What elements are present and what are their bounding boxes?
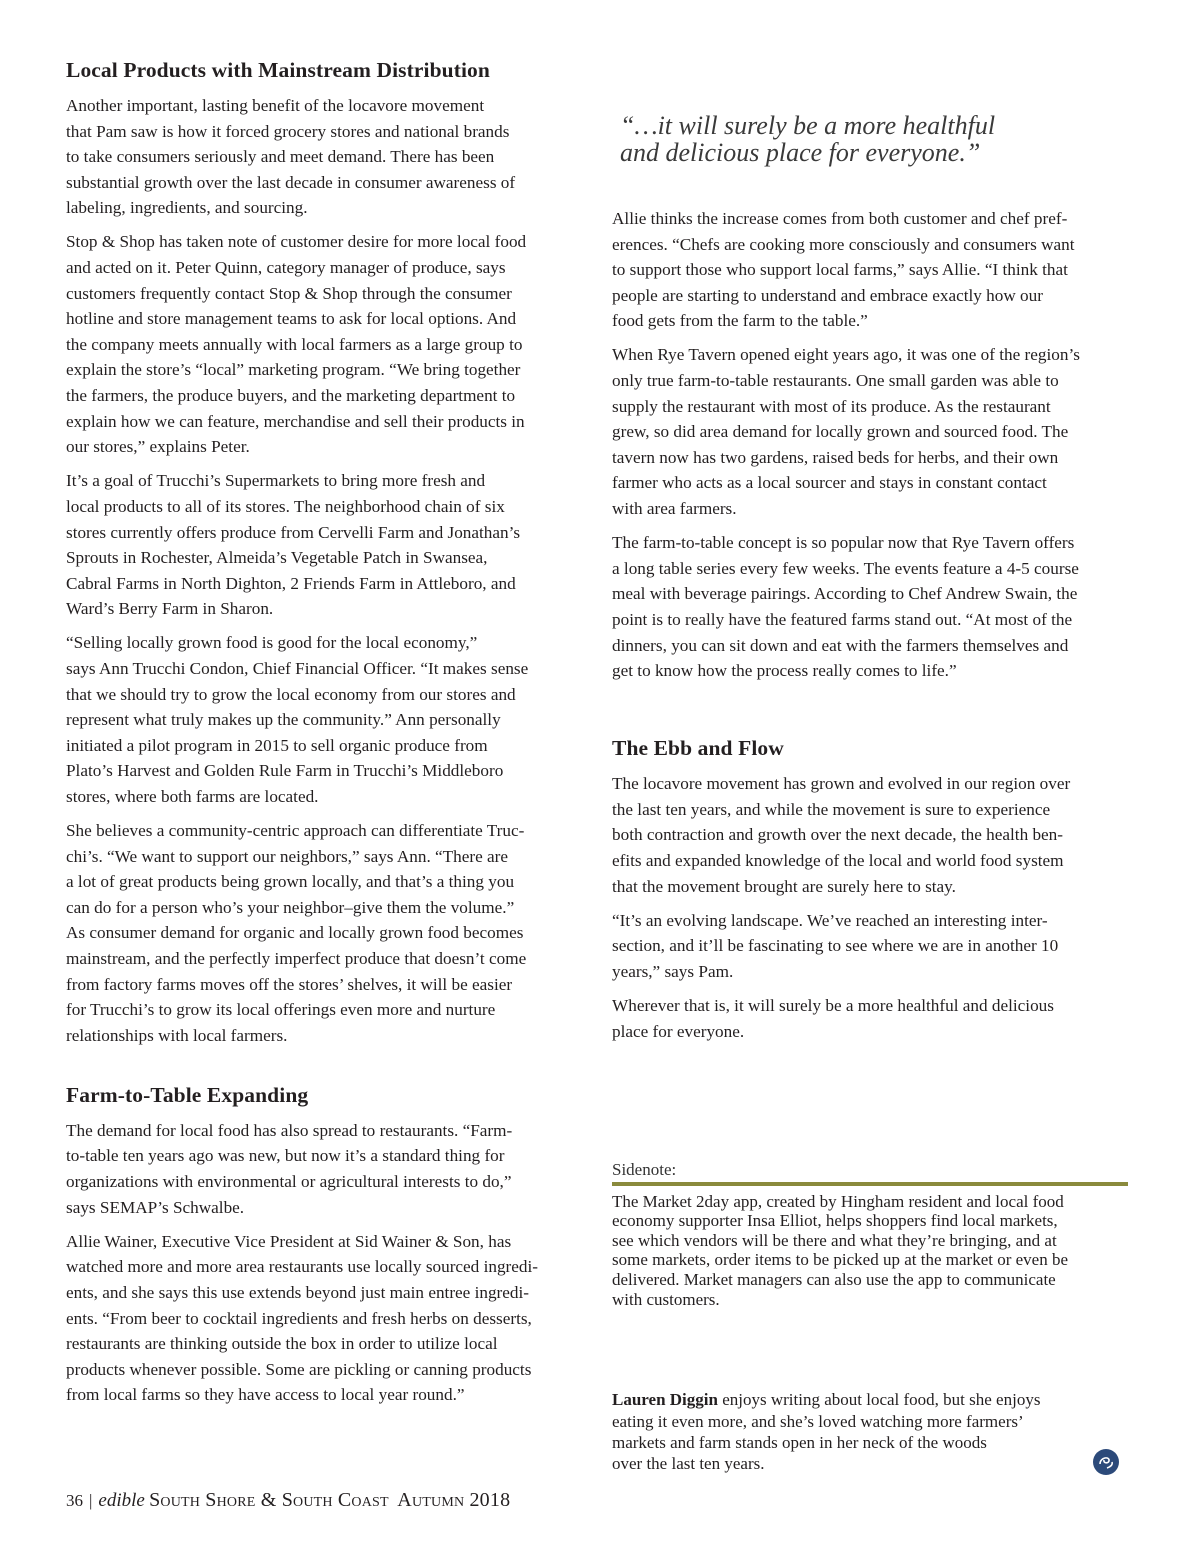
text-line: dinners, you can sit down and eat with the farmers themselves and bbox=[612, 635, 1069, 655]
text-line: markets and farm stands open in her neck of the woods bbox=[612, 1433, 987, 1452]
text-line: “It’s an evolving landscape. We’ve reached an interesting inter- bbox=[612, 910, 1048, 930]
paragraph bbox=[612, 771, 1128, 899]
text-line: to take consumers seriously and meet demand. There has been bbox=[66, 147, 495, 167]
text-line: Allie thinks the increase comes from both customer and chef pref- bbox=[612, 209, 1068, 228]
text-line: and acted on it. Peter Quinn, category manager of produce, says bbox=[66, 258, 506, 278]
paragraph bbox=[66, 468, 582, 622]
text-line: She believes a community-centric approach can differentiate Truc- bbox=[66, 821, 525, 841]
text-line: Another important, lasting benefit of the locavore movement bbox=[66, 96, 485, 115]
text-line: When Rye Tavern opened eight years ago, it was one of the region’s bbox=[612, 345, 1080, 365]
text-line: both contraction and growth over the next decade, the health ben- bbox=[612, 825, 1064, 845]
text-line: Plato’s Harvest and Golden Rule Farm in Trucchi’s Middleboro bbox=[66, 761, 504, 781]
text-line: stores currently offers produce from Cervelli Farm and Jonathan’s bbox=[66, 522, 521, 542]
text-line: efits and expanded knowledge of the local and world food system bbox=[612, 850, 1064, 870]
text-line: that we should try to grow the local economy from our stores and bbox=[66, 684, 516, 704]
text-line: organizations with environmental or agricultural interests to do,” bbox=[66, 1172, 512, 1192]
text-line: erences. “Chefs are cooking more consciously and consumers want bbox=[612, 234, 1075, 254]
paragraph bbox=[612, 908, 1128, 985]
paragraph bbox=[612, 530, 1128, 684]
text-line: place for everyone. bbox=[612, 1021, 745, 1041]
footer-publication: South Shore & South Coast bbox=[149, 1489, 389, 1511]
paragraph bbox=[612, 206, 1128, 334]
text-line: chi’s. “We want to support our neighbors,” says Ann. “There are bbox=[66, 846, 509, 866]
text-line: represent what truly makes up the community.” Ann personally bbox=[66, 710, 501, 730]
author-name: Lauren Diggin bbox=[612, 1390, 718, 1410]
footer-edible: edible bbox=[98, 1490, 145, 1511]
text-line: It’s a goal of Trucchi’s Supermarkets to bring more fresh and bbox=[66, 471, 486, 491]
text-line: Stop & Shop has taken note of customer desire for more local food bbox=[66, 232, 527, 252]
heading-local-products: Local Products with Mainstream Distribution bbox=[66, 58, 490, 82]
paragraph bbox=[66, 630, 582, 809]
text-line: the last ten years, and while the movement is sure to experience bbox=[612, 799, 1051, 819]
text-line: Ward’s Berry Farm in Sharon. bbox=[66, 599, 274, 619]
text-line: meal with beverage pairings. According to Chef Andrew Swain, the bbox=[612, 584, 1078, 604]
text-line: only true farm-to-table restaurants. One small garden was able to bbox=[612, 371, 1059, 391]
text-line: stores, where both farms are located. bbox=[66, 786, 319, 806]
text-line: says Ann Trucchi Condon, Chief Financial Officer. “It makes sense bbox=[66, 658, 529, 678]
paragraph bbox=[66, 229, 582, 459]
edible-logo-icon bbox=[1092, 1448, 1120, 1476]
text-line: some markets, order items to be picked up at the market or even be bbox=[612, 1250, 1069, 1270]
paragraph bbox=[612, 993, 1128, 1044]
text-line: delivered. Market managers can also use the app to communicate bbox=[612, 1270, 1056, 1289]
bio-first-line: enjoys writing about local food, but she enjoys bbox=[717, 1390, 1041, 1410]
paragraph bbox=[612, 342, 1128, 521]
paragraph bbox=[66, 93, 582, 221]
text-line: for Trucchi’s to grow its local offerings even more and nurture bbox=[66, 1000, 496, 1020]
paragraph bbox=[66, 818, 582, 1048]
text-line: ents, and she says this use extends beyond just main entree ingredi- bbox=[66, 1282, 530, 1302]
text-line: local products to all of its stores. The neighborhood chain of six bbox=[66, 496, 505, 516]
text-line: with customers. bbox=[612, 1289, 720, 1309]
text-line: from local farms so they have access to local year round.” bbox=[66, 1385, 465, 1405]
text-line: supply the restaurant with most of its produce. As the restaurant bbox=[612, 396, 1051, 416]
text-line: watched more and more area restaurants use locally sourced ingredi- bbox=[66, 1257, 538, 1277]
text-line: Sprouts in Rochester, Almeida’s Vegetable Patch in Swansea, bbox=[66, 548, 488, 568]
sidenote-text bbox=[612, 1192, 1128, 1310]
text-line: Allie Wainer, Executive Vice President at Sid Wainer & Son, has bbox=[66, 1231, 512, 1251]
text-line: The locavore movement has grown and evolved in our region over bbox=[612, 774, 1071, 794]
text-line: economy supporter Insa Elliot, helps shoppers find local markets, bbox=[612, 1211, 1058, 1231]
text-line: “Selling locally grown food is good for the local economy,” bbox=[66, 633, 478, 653]
text-line: over the last ten years. bbox=[612, 1454, 765, 1474]
text-line: restaurants are thinking outside the box in order to utilize local bbox=[66, 1334, 498, 1354]
text-line: a lot of great products being grown locally, and that’s a thing you bbox=[66, 872, 515, 892]
text-line: to-table ten years ago was new, but now it’s a standard thing for bbox=[66, 1146, 505, 1166]
text-line: “…it will surely be a more healthful bbox=[620, 111, 996, 140]
pull-quote bbox=[620, 112, 1128, 166]
text-line: ents. “From beer to cocktail ingredients and fresh herbs on desserts, bbox=[66, 1308, 532, 1328]
sidenote-label: Sidenote: bbox=[612, 1159, 677, 1179]
text-line: The demand for local food has also spread to restaurants. “Farm- bbox=[66, 1120, 513, 1140]
page-footer bbox=[66, 1489, 510, 1512]
text-line: the farmers, the produce buyers, and the marketing department to bbox=[66, 386, 516, 406]
sidenote-divider bbox=[612, 1182, 1128, 1186]
text-line: labeling, ingredients, and sourcing. bbox=[66, 198, 308, 218]
text-line: see which vendors will be there and what they’re bringing, and at bbox=[612, 1230, 1057, 1250]
text-line: explain how we can feature, merchandise and sell their products in bbox=[66, 411, 525, 431]
text-line: can do for a person who’s your neighbor–give them the volume.” bbox=[66, 897, 515, 917]
heading-ebb-and-flow: The Ebb and Flow bbox=[612, 736, 784, 761]
text-line: years,” says Pam. bbox=[612, 961, 734, 981]
text-line: a long table series every few weeks. The events feature a 4-5 course bbox=[612, 558, 1079, 578]
text-line: The Market 2day app, created by Hingham resident and local food bbox=[612, 1191, 1064, 1211]
text-line: customers frequently contact Stop & Shop through the consumer bbox=[66, 283, 512, 303]
heading-farm-to-table: Farm-to-Table Expanding bbox=[66, 1082, 309, 1107]
text-line: As consumer demand for organic and locally grown food becomes bbox=[66, 923, 524, 943]
text-line: grew, so did area demand for locally grown and sourced food. The bbox=[612, 422, 1069, 442]
footer-separator: | bbox=[89, 1491, 93, 1510]
text-line: people are starting to understand and embrace exactly how our bbox=[612, 285, 1043, 305]
text-line: the company meets annually with local farmers as a large group to bbox=[66, 334, 523, 354]
text-line: eating it even more, and she’s loved watching more farmers’ bbox=[612, 1411, 1024, 1431]
text-line: relationships with local farmers. bbox=[66, 1025, 288, 1045]
footer-issue: Autumn 2018 bbox=[397, 1489, 511, 1511]
text-line: hotline and store management teams to ask for local options. And bbox=[66, 309, 517, 329]
text-line: farmer who acts as a local sourcer and stays in constant contact bbox=[612, 473, 1047, 493]
text-line: and delicious place for everyone.” bbox=[620, 138, 981, 167]
text-line: explain the store’s “local” marketing program. “We bring together bbox=[66, 360, 521, 380]
text-line: our stores,” explains Peter. bbox=[66, 437, 250, 457]
text-line: initiated a pilot program in 2015 to sell organic produce from bbox=[66, 735, 488, 755]
text-line: Cabral Farms in North Dighton, 2 Friends Farm in Attleboro, and bbox=[66, 573, 516, 593]
text-line: section, and it’ll be fascinating to see where we are in another 10 bbox=[612, 936, 1059, 956]
text-line: says SEMAP’s Schwalbe. bbox=[66, 1197, 245, 1217]
text-line: from factory farms moves off the stores’ shelves, it will be easier bbox=[66, 974, 513, 994]
author-bio bbox=[612, 1389, 1128, 1475]
text-line: substantial growth over the last decade in consumer awareness of bbox=[66, 172, 516, 192]
paragraph bbox=[66, 1118, 582, 1220]
right-column bbox=[612, 112, 1128, 1475]
text-line: that Pam saw is how it forced grocery stores and national brands bbox=[66, 121, 510, 141]
bio-rest bbox=[612, 1411, 1128, 1475]
paragraph bbox=[66, 1229, 582, 1408]
text-line: Wherever that is, it will surely be a more healthful and delicious bbox=[612, 995, 1054, 1015]
text-line: The farm-to-table concept is so popular now that Rye Tavern offers bbox=[612, 533, 1075, 553]
text-line: food gets from the farm to the table.” bbox=[612, 311, 868, 331]
text-line: to support those who support local farms,” says Allie. “I think that bbox=[612, 260, 1068, 280]
text-line: that the movement brought are surely here to stay. bbox=[612, 876, 956, 896]
text-line: with area farmers. bbox=[612, 499, 737, 519]
text-line: point is to really have the featured farms stand out. “At most of the bbox=[612, 609, 1073, 629]
page-number: 36 bbox=[66, 1491, 83, 1510]
left-column bbox=[66, 58, 582, 1416]
text-line: get to know how the process really comes to life.” bbox=[612, 661, 957, 681]
text-line: products whenever possible. Some are pickling or canning products bbox=[66, 1359, 532, 1379]
text-line: mainstream, and the perfectly imperfect produce that doesn’t come bbox=[66, 949, 527, 968]
text-line: tavern now has two gardens, raised beds for herbs, and their own bbox=[612, 447, 1059, 467]
